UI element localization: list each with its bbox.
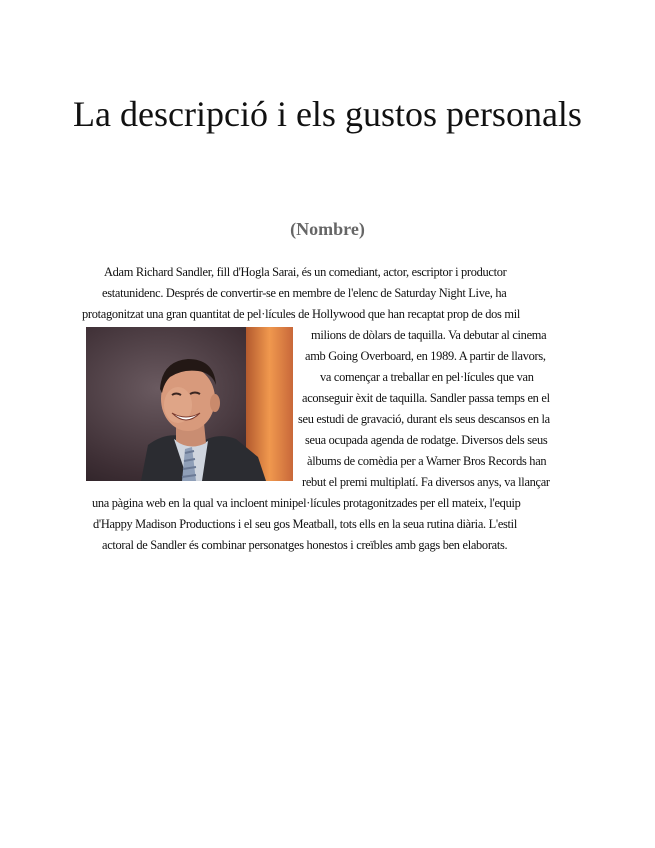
body-line: protagonitzat una gran quantitat de pel·lícules de Hollywood que han recaptat prop de dos mil — [82, 307, 520, 321]
document-subtitle: (Nombre) — [290, 219, 365, 239]
body-line: actoral de Sandler és combinar personatges honestos i creïbles amb gags ben elaborats. — [102, 538, 508, 552]
body-line: seu estudi de gravació, durant els seus descansos en la — [298, 412, 550, 426]
body-line: aconseguir èxit de taquilla. Sandler passa temps en el — [302, 391, 550, 405]
body-line: rebut el premi multiplatí. Fa diversos anys, va llançar — [302, 475, 550, 489]
body-line: milions de dòlars de taquilla. Va debutar al cinema — [311, 328, 547, 342]
body-line: seua ocupada agenda de rodatge. Diversos dels seus — [305, 433, 548, 447]
body-line: d'Happy Madison Productions i el seu gos Meatball, tots ells en la seua rutina diària. L'estil — [93, 517, 517, 531]
portrait-illustration — [86, 327, 293, 481]
portrait-photo — [86, 327, 293, 481]
body-line: àlbums de comèdia per a Warner Bros Records han — [307, 454, 547, 468]
body-line: estatunidenc. Després de convertir-se en membre de l'elenc de Saturday Night Live, ha — [102, 286, 507, 300]
body-line: va començar a treballar en pel·lícules que van — [320, 370, 534, 384]
body-line: una pàgina web en la qual va incloent minipel·lícules protagonitzades per ell mateix, l'equip — [92, 496, 521, 510]
body-line: amb Going Overboard, en 1989. A partir de llavors, — [305, 349, 546, 363]
document-title: La descripció i els gustos personals — [73, 94, 582, 134]
body-line: Adam Richard Sandler, fill d'Hogla Sarai, és un comediant, actor, escriptor i productor — [104, 265, 507, 279]
